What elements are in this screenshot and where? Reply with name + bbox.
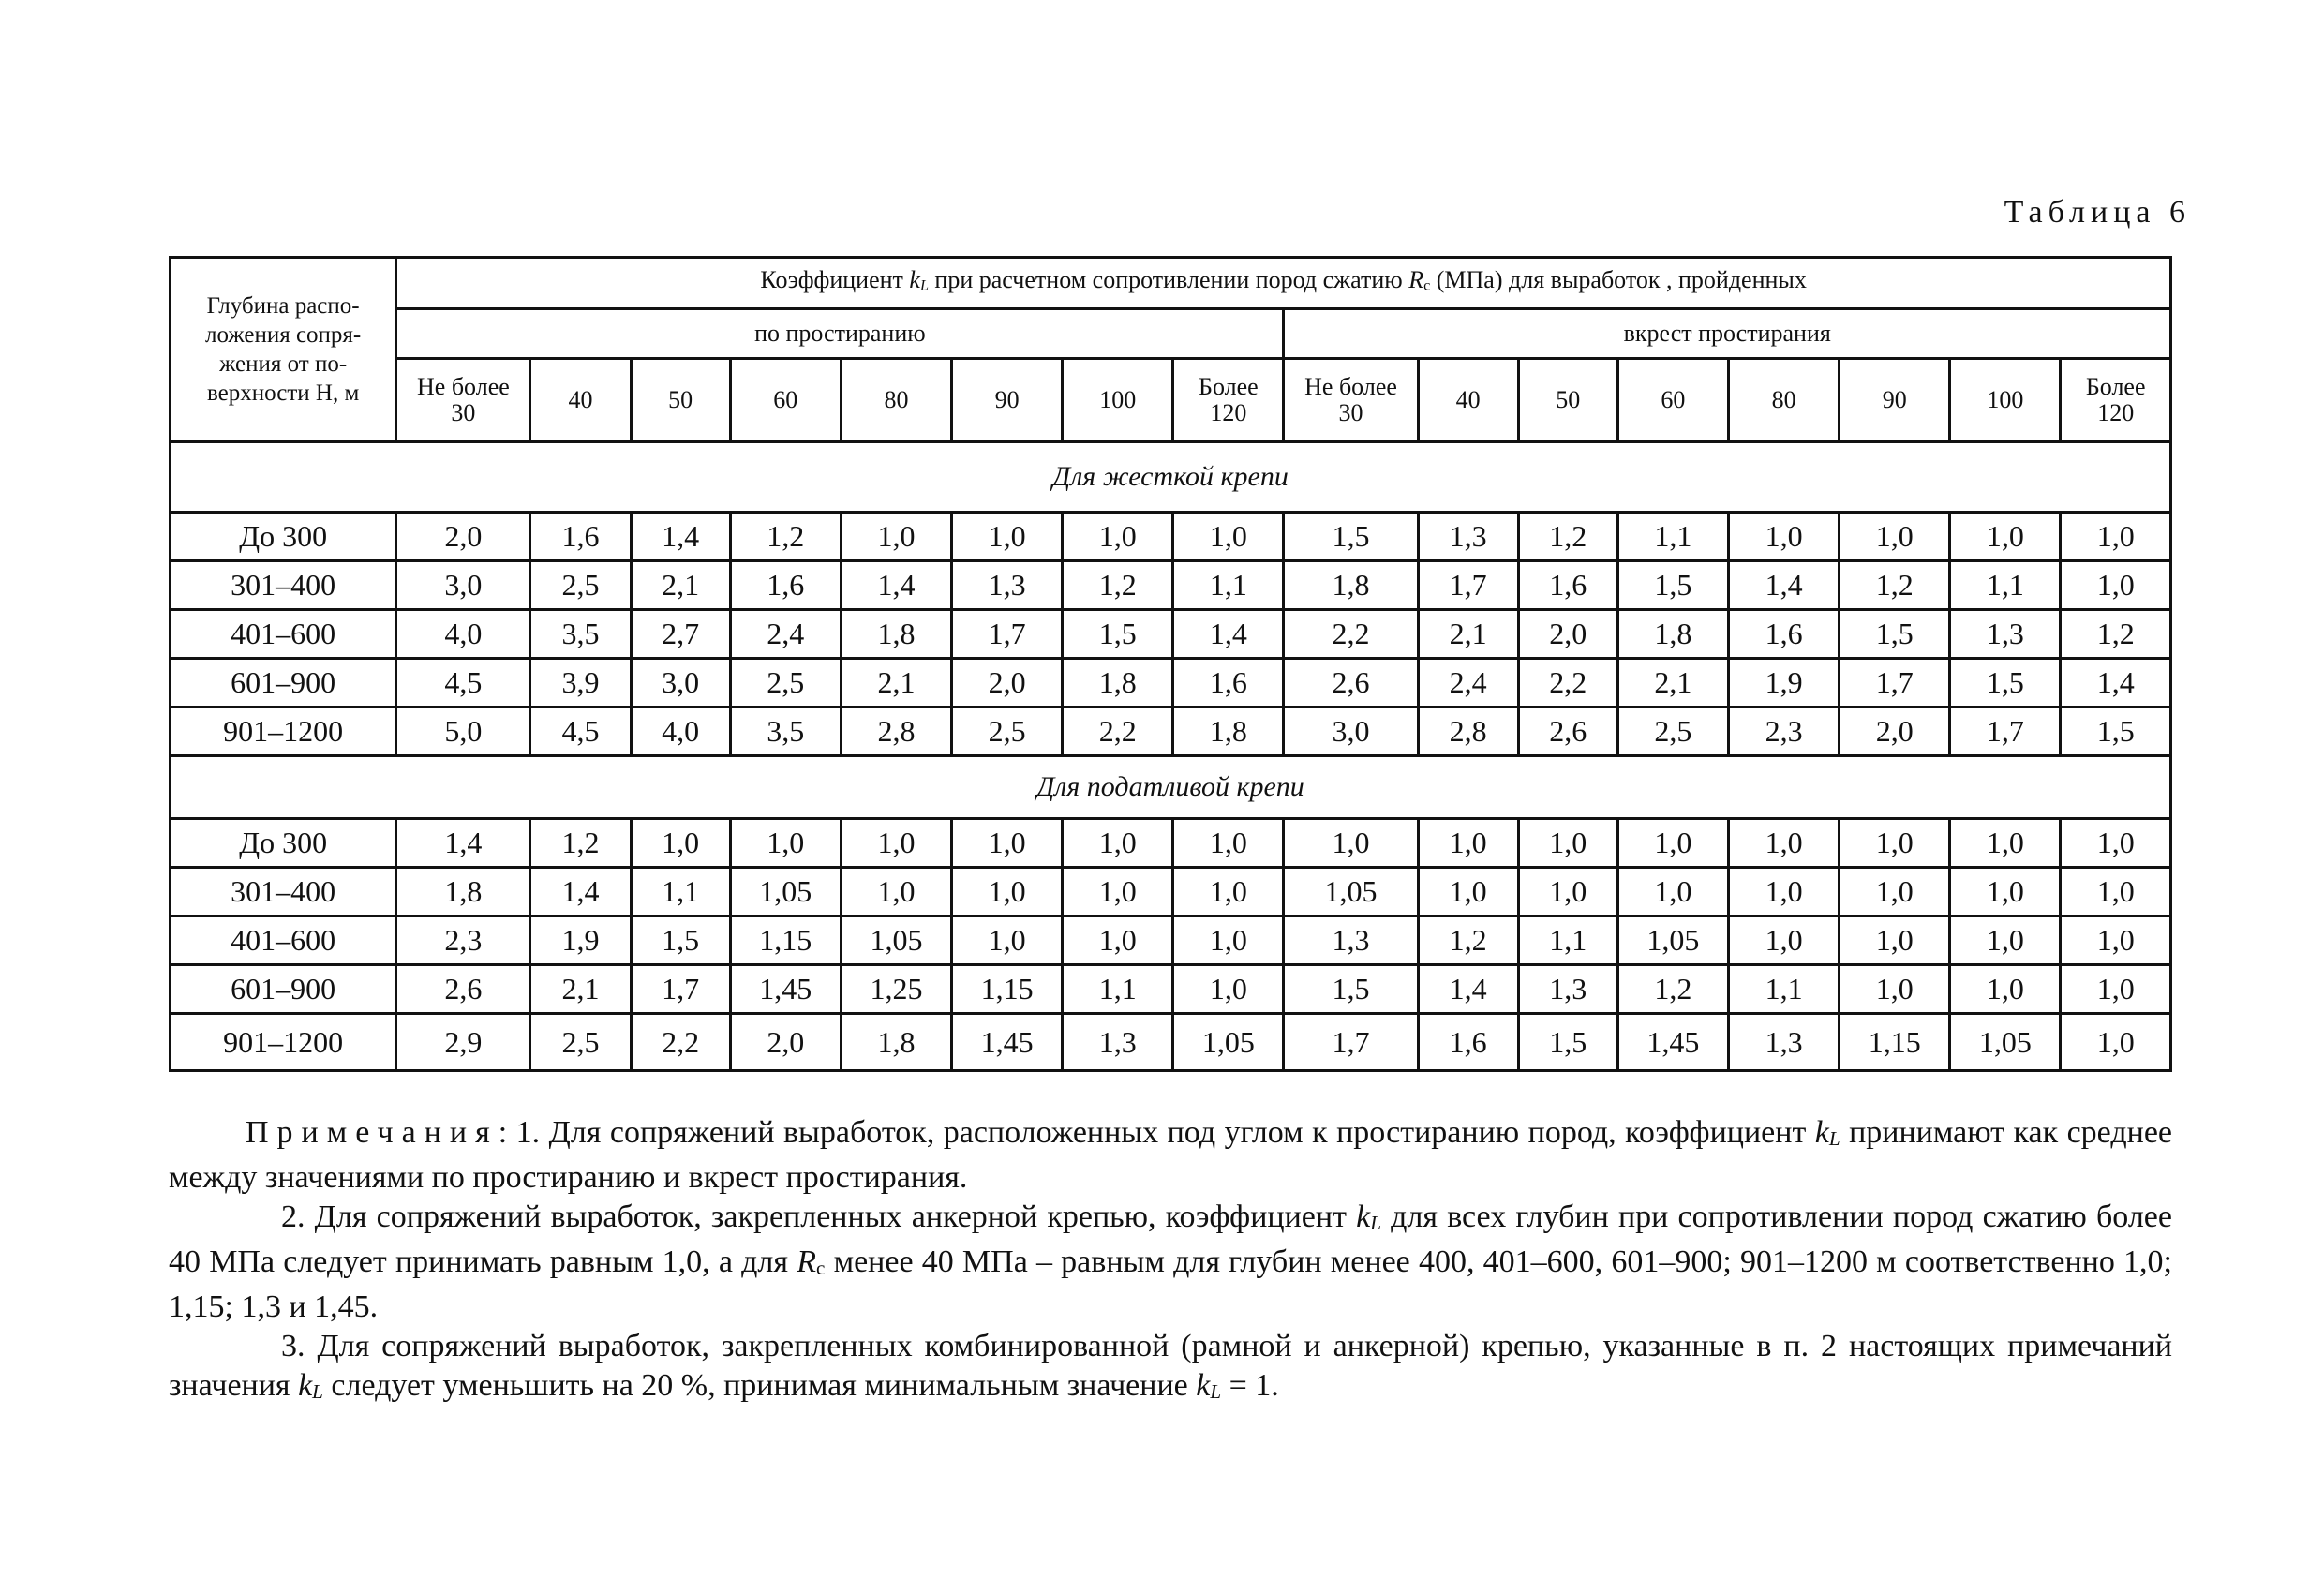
table-cell: 1,05 <box>1950 1014 2061 1071</box>
table-cell: 1,0 <box>1063 916 1173 965</box>
header-group-across: вкрест простирания <box>1284 309 2171 359</box>
table-cell: 1,5 <box>1284 513 1418 561</box>
column-header: 100 <box>1950 359 2061 442</box>
table-cell: 2,5 <box>730 659 841 708</box>
table-cell: 1,1 <box>1617 513 1728 561</box>
header-coefficient: Коэффициент kL при расчетном сопротивлении пород сжатию Rc (МПа) для выработок , пройденных <box>396 258 2171 309</box>
table-cell: 1,0 <box>2061 513 2171 561</box>
table-cell: 1,4 <box>530 868 631 916</box>
table-cell: 1,0 <box>1063 868 1173 916</box>
table-cell: 1,6 <box>1418 1014 1518 1071</box>
row-depth: 901–1200 <box>171 708 396 756</box>
table-cell: 1,5 <box>1617 561 1728 610</box>
table-cell: 1,25 <box>841 965 951 1014</box>
table-cell: 1,0 <box>1729 819 1840 868</box>
table-cell: 2,6 <box>1284 659 1418 708</box>
column-header: 80 <box>841 359 951 442</box>
table-cell: 1,0 <box>952 819 1063 868</box>
table-cell: 1,3 <box>1063 1014 1173 1071</box>
table-cell: 1,15 <box>1840 1014 1950 1071</box>
notes <box>169 1113 2172 1412</box>
table-row <box>171 868 2171 916</box>
column-header: 80 <box>1729 359 1840 442</box>
table-cell: 1,0 <box>1729 916 1840 965</box>
table-cell: 1,1 <box>1950 561 2061 610</box>
table-cell: 1,4 <box>1729 561 1840 610</box>
column-header: 60 <box>1617 359 1728 442</box>
table-cell: 1,0 <box>730 819 841 868</box>
table-cell: 2,9 <box>396 1014 530 1071</box>
table-cell: 1,2 <box>1840 561 1950 610</box>
table-cell: 1,5 <box>1518 1014 1617 1071</box>
table-cell: 1,3 <box>1518 965 1617 1014</box>
column-header: 90 <box>952 359 1063 442</box>
table-cell: 1,7 <box>631 965 730 1014</box>
table-cell: 1,0 <box>952 868 1063 916</box>
table-cell: 1,0 <box>1840 916 1950 965</box>
table-cell: 2,5 <box>1617 708 1728 756</box>
table-row <box>171 965 2171 1014</box>
table-cell: 1,5 <box>1950 659 2061 708</box>
table-cell: 1,4 <box>631 513 730 561</box>
table-cell: 1,8 <box>841 1014 951 1071</box>
table-cell: 1,0 <box>1840 868 1950 916</box>
table-cell: 1,3 <box>952 561 1063 610</box>
table-cell: 1,3 <box>1729 1014 1840 1071</box>
table-cell: 1,8 <box>396 868 530 916</box>
table-cell: 1,5 <box>1063 610 1173 659</box>
table-cell: 1,0 <box>1950 513 2061 561</box>
table-cell: 1,8 <box>841 610 951 659</box>
table-cell: 3,0 <box>631 659 730 708</box>
section-title: Для податливой крепи <box>171 756 2171 819</box>
table-cell: 1,3 <box>1284 916 1418 965</box>
column-header: Не более 30 <box>1284 359 1418 442</box>
table-cell: 1,5 <box>1840 610 1950 659</box>
table-cell: 3,5 <box>530 610 631 659</box>
table-cell: 1,8 <box>1173 708 1284 756</box>
table-cell: 1,8 <box>1284 561 1418 610</box>
table-cell: 2,2 <box>631 1014 730 1071</box>
table-cell: 1,6 <box>530 513 631 561</box>
table-cell: 2,6 <box>1518 708 1617 756</box>
table-cell: 4,5 <box>396 659 530 708</box>
table-cell: 1,0 <box>841 868 951 916</box>
table-cell: 1,0 <box>1729 513 1840 561</box>
table-cell: 2,0 <box>396 513 530 561</box>
table-cell: 2,1 <box>631 561 730 610</box>
table-cell: 1,45 <box>952 1014 1063 1071</box>
table-cell: 1,0 <box>1284 819 1418 868</box>
table-cell: 2,0 <box>1518 610 1617 659</box>
table-cell: 1,0 <box>2061 965 2171 1014</box>
table-cell: 2,0 <box>730 1014 841 1071</box>
table-cell: 1,1 <box>1518 916 1617 965</box>
table-cell: 1,05 <box>1284 868 1418 916</box>
table-cell: 2,3 <box>396 916 530 965</box>
table-cell: 1,2 <box>2061 610 2171 659</box>
table-cell: 1,0 <box>1173 513 1284 561</box>
table-cell: 1,0 <box>1950 819 2061 868</box>
table-cell: 1,15 <box>730 916 841 965</box>
table-cell: 5,0 <box>396 708 530 756</box>
table-cell: 1,6 <box>1173 659 1284 708</box>
table-cell: 1,1 <box>1729 965 1840 1014</box>
table-cell: 1,3 <box>1950 610 2061 659</box>
coefficient-table <box>169 256 2172 1072</box>
table-cell: 1,15 <box>952 965 1063 1014</box>
column-header: Более 120 <box>2061 359 2171 442</box>
column-header: 50 <box>1518 359 1617 442</box>
table-cell: 1,0 <box>841 513 951 561</box>
table-cell: 2,7 <box>631 610 730 659</box>
table-cell: 1,0 <box>1950 965 2061 1014</box>
header-group-along: по простиранию <box>396 309 1284 359</box>
table-cell: 1,2 <box>1063 561 1173 610</box>
table-cell: 1,0 <box>1173 916 1284 965</box>
row-depth: До 300 <box>171 513 396 561</box>
table-cell: 1,0 <box>952 513 1063 561</box>
table-caption: Таблица 6 <box>2004 195 2191 230</box>
table-cell: 1,1 <box>631 868 730 916</box>
table-cell: 2,8 <box>1418 708 1518 756</box>
row-depth: 601–900 <box>171 659 396 708</box>
table-cell: 1,0 <box>1840 965 1950 1014</box>
table-cell: 1,0 <box>1617 868 1728 916</box>
column-header: Не более 30 <box>396 359 530 442</box>
table-cell: 2,2 <box>1063 708 1173 756</box>
table-cell: 3,5 <box>730 708 841 756</box>
table-cell: 1,5 <box>1284 965 1418 1014</box>
table-cell: 1,0 <box>2061 819 2171 868</box>
table-cell: 1,1 <box>1173 561 1284 610</box>
table-cell: 1,7 <box>1950 708 2061 756</box>
table-cell: 1,0 <box>1173 965 1284 1014</box>
table-cell: 1,7 <box>1284 1014 1418 1071</box>
column-header: 50 <box>631 359 730 442</box>
table-cell: 1,7 <box>1840 659 1950 708</box>
table-cell: 1,0 <box>2061 868 2171 916</box>
table-cell: 1,0 <box>1518 819 1617 868</box>
table-cell: 1,0 <box>1418 868 1518 916</box>
table-cell: 1,7 <box>952 610 1063 659</box>
table-cell: 2,2 <box>1518 659 1617 708</box>
table-row <box>171 610 2171 659</box>
table-cell: 1,4 <box>1173 610 1284 659</box>
table-cell: 2,1 <box>841 659 951 708</box>
table-cell: 1,1 <box>1063 965 1173 1014</box>
table-cell: 1,0 <box>1950 916 2061 965</box>
table-cell: 2,5 <box>530 1014 631 1071</box>
table-cell: 2,1 <box>1418 610 1518 659</box>
table-cell: 2,5 <box>952 708 1063 756</box>
table-cell: 1,9 <box>530 916 631 965</box>
table-cell: 1,6 <box>730 561 841 610</box>
row-depth: 601–900 <box>171 965 396 1014</box>
row-depth: До 300 <box>171 819 396 868</box>
table-cell: 1,0 <box>1950 868 2061 916</box>
table-cell: 1,45 <box>1617 1014 1728 1071</box>
table-row <box>171 659 2171 708</box>
table-cell: 4,0 <box>631 708 730 756</box>
column-header: Более 120 <box>1173 359 1284 442</box>
table-cell: 1,2 <box>1617 965 1728 1014</box>
table-cell: 2,1 <box>530 965 631 1014</box>
table-cell: 1,0 <box>1840 513 1950 561</box>
table-cell: 2,1 <box>1617 659 1728 708</box>
table-cell: 1,6 <box>1729 610 1840 659</box>
table-cell: 2,6 <box>396 965 530 1014</box>
table-cell: 2,0 <box>1840 708 1950 756</box>
table-cell: 1,05 <box>841 916 951 965</box>
table-cell: 1,5 <box>631 916 730 965</box>
table-cell: 1,05 <box>1173 1014 1284 1071</box>
table-cell: 1,8 <box>1617 610 1728 659</box>
table-cell: 1,3 <box>1418 513 1518 561</box>
table-cell: 1,2 <box>530 819 631 868</box>
section-title: Для жесткой крепи <box>171 442 2171 513</box>
table-cell: 1,4 <box>2061 659 2171 708</box>
note-3: 3. Для сопряжений выработок, закрепленных комбинированной (рамной и анкерной) крепью, указанные в п. 2 настоящих примечаний значения kL следует уменьшить на 20 %, принимая минимальным значение kL = 1. <box>169 1329 2172 1404</box>
table-cell: 1,9 <box>1729 659 1840 708</box>
column-header: 40 <box>530 359 631 442</box>
table-cell: 1,0 <box>631 819 730 868</box>
table-cell: 3,9 <box>530 659 631 708</box>
table-cell: 1,2 <box>730 513 841 561</box>
table-cell: 1,7 <box>1418 561 1518 610</box>
table-cell: 1,0 <box>1063 513 1173 561</box>
row-depth: 401–600 <box>171 916 396 965</box>
table-cell: 4,0 <box>396 610 530 659</box>
row-depth: 401–600 <box>171 610 396 659</box>
table-cell: 2,4 <box>730 610 841 659</box>
table-cell: 1,0 <box>1418 819 1518 868</box>
column-header: 90 <box>1840 359 1950 442</box>
table-row <box>171 561 2171 610</box>
header-depth: Глубина распо- ложения сопря- жения от по- верхности H, м <box>171 258 396 442</box>
table-cell: 1,0 <box>1840 819 1950 868</box>
table-cell: 2,5 <box>530 561 631 610</box>
row-depth: 901–1200 <box>171 1014 396 1071</box>
table-cell: 1,0 <box>1617 819 1728 868</box>
note-2: 2. Для сопряжений выработок, закрепленных анкерной крепью, коэффициент kL для всех глубин при сопротивлении пород сжатию более 40 МПа следует принимать равным 1,0, а для Rc менее 40 МПа – равным для глубин менее 400, 401–600, 601–900; 901–1200 м соответственно 1,0; 1,15; 1,3 и 1,45. <box>169 1199 2172 1325</box>
table-cell: 3,0 <box>1284 708 1418 756</box>
row-depth: 301–400 <box>171 868 396 916</box>
row-depth: 301–400 <box>171 561 396 610</box>
table-cell: 2,8 <box>841 708 951 756</box>
table-cell: 2,3 <box>1729 708 1840 756</box>
table-cell: 1,2 <box>1418 916 1518 965</box>
table-cell: 2,2 <box>1284 610 1418 659</box>
table-cell: 4,5 <box>530 708 631 756</box>
table-cell: 1,2 <box>1518 513 1617 561</box>
table-cell: 1,0 <box>1729 868 1840 916</box>
table-row <box>171 916 2171 965</box>
table-row <box>171 513 2171 561</box>
table-cell: 1,0 <box>1518 868 1617 916</box>
table-cell: 1,6 <box>1518 561 1617 610</box>
table-cell: 3,0 <box>396 561 530 610</box>
table-cell: 1,5 <box>2061 708 2171 756</box>
table-cell: 1,8 <box>1063 659 1173 708</box>
table-cell: 1,0 <box>2061 1014 2171 1071</box>
table-row <box>171 819 2171 868</box>
table-cell: 1,0 <box>1063 819 1173 868</box>
table-cell: 1,4 <box>396 819 530 868</box>
column-header: 40 <box>1418 359 1518 442</box>
note-1: Примечания: 1. Для сопряжений выработок, расположенных под углом к простиранию пород, коэффициент kL принимают как среднее между значениями по простиранию и вкрест простирания. <box>169 1115 2172 1196</box>
table-cell: 1,4 <box>1418 965 1518 1014</box>
column-header: 60 <box>730 359 841 442</box>
table-cell: 1,0 <box>841 819 951 868</box>
table-cell: 1,05 <box>730 868 841 916</box>
table-cell: 1,4 <box>841 561 951 610</box>
table-cell: 2,4 <box>1418 659 1518 708</box>
table-cell: 1,0 <box>952 916 1063 965</box>
table-row <box>171 708 2171 756</box>
table-row <box>171 1014 2171 1071</box>
table-cell: 1,0 <box>1173 868 1284 916</box>
table-cell: 1,0 <box>1173 819 1284 868</box>
table-cell: 1,0 <box>2061 916 2171 965</box>
table-cell: 1,45 <box>730 965 841 1014</box>
column-header: 100 <box>1063 359 1173 442</box>
table-cell: 1,0 <box>2061 561 2171 610</box>
table-cell: 2,0 <box>952 659 1063 708</box>
table-cell: 1,05 <box>1617 916 1728 965</box>
